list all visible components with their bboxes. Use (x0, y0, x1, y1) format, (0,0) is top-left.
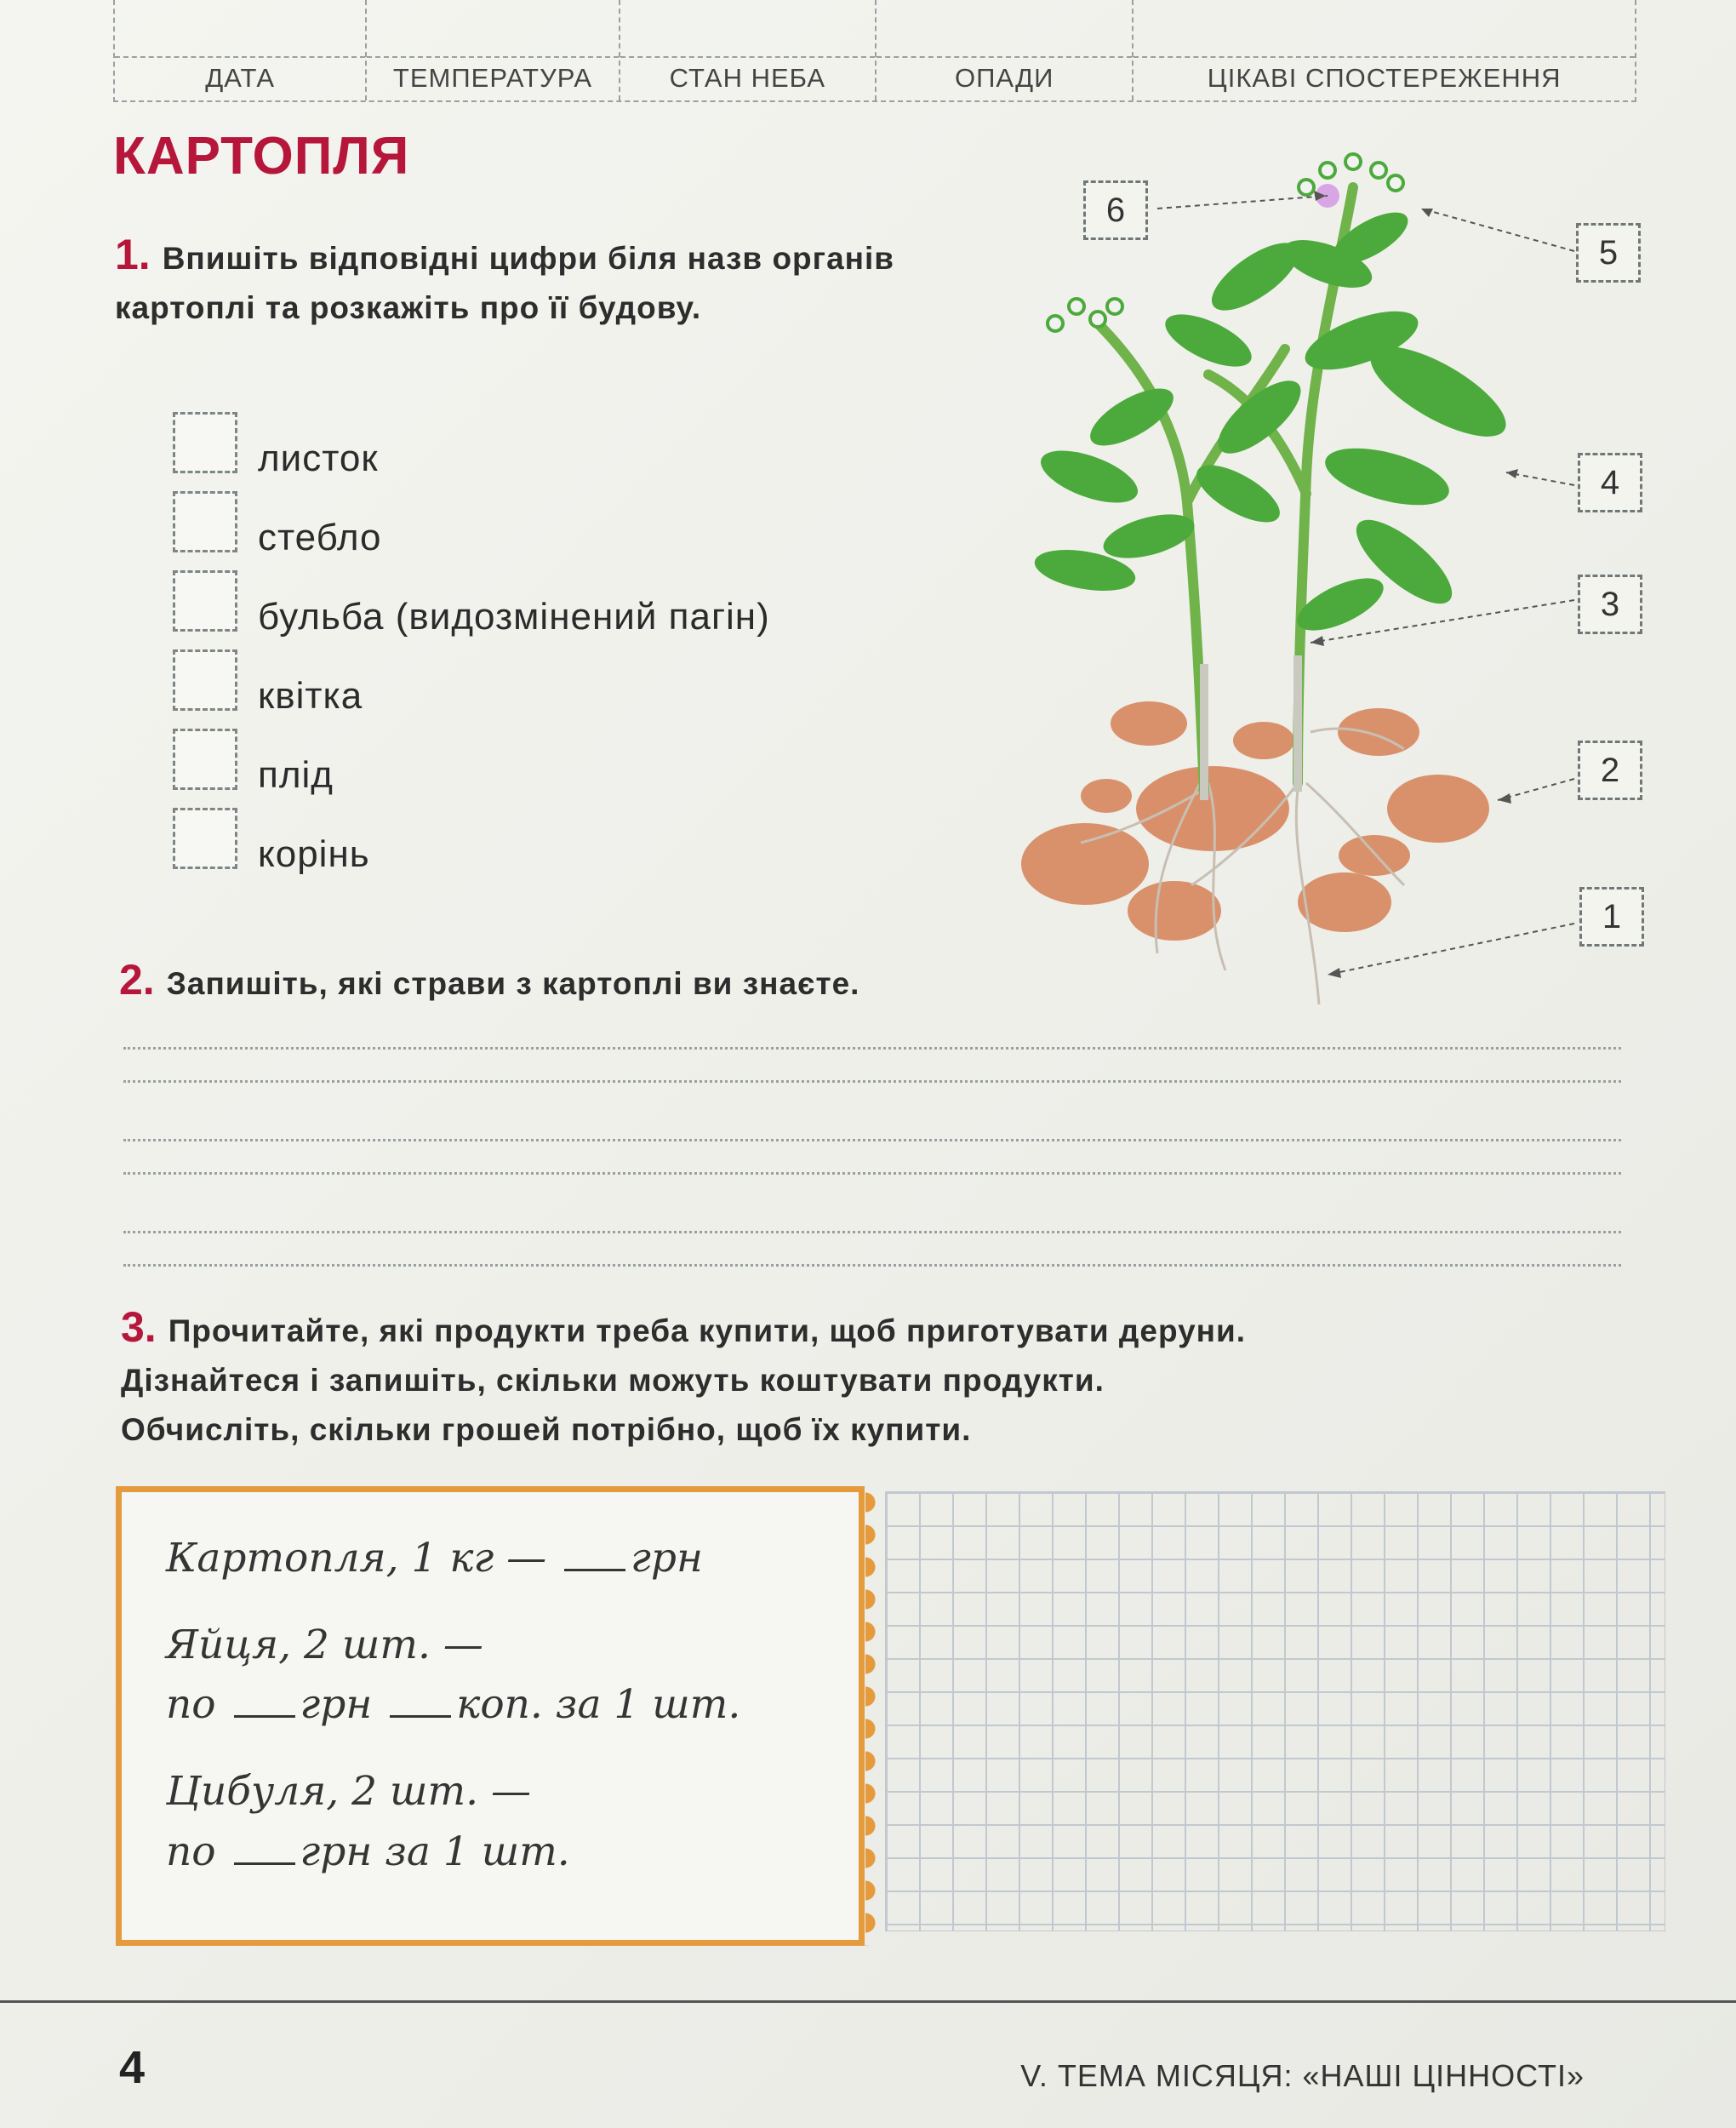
task-2 (119, 955, 1055, 1009)
product-eggs-price (166, 1681, 740, 1728)
price-blank[interactable] (564, 1569, 625, 1571)
column-header: СТАН НЕБА (669, 63, 826, 93)
product-eggs (166, 1622, 483, 1668)
product-text: по (166, 1828, 216, 1875)
task-text: Впишіть відповідні цифри біля назв органів картоплі та розкажіть про її будову. (115, 241, 895, 325)
answer-line[interactable] (123, 1047, 1621, 1050)
price-blank[interactable] (234, 1862, 295, 1865)
shopping-list-card (116, 1486, 865, 1946)
answer-box[interactable] (173, 412, 237, 473)
answer-box[interactable] (173, 729, 237, 790)
diagram-label-3: 3 (1578, 575, 1642, 634)
product-text: Картопля, 1 кг — (166, 1535, 547, 1582)
organ-label: листок (258, 438, 379, 479)
footer-section-title: V. ТЕМА МІСЯЦЯ: «НАШІ ЦІННОСТІ» (1020, 2058, 1585, 2093)
organ-label: корінь (258, 833, 370, 875)
answer-lines[interactable] (123, 1038, 1621, 1267)
task-text: Запишіть, які страви з картоплі ви знаєте. (166, 966, 860, 1001)
organ-label: бульба (видозмінений пагін) (258, 596, 770, 638)
task-1 (115, 230, 966, 333)
task-number: 3. (121, 1303, 157, 1351)
diagram-label-6: 6 (1083, 180, 1148, 240)
weather-observation-table (113, 0, 1636, 102)
page-title: КАРТОПЛЯ (113, 127, 410, 186)
answer-line[interactable] (123, 1172, 1621, 1175)
answer-box[interactable] (173, 649, 237, 711)
column-header: ДАТА (205, 63, 276, 93)
column-header: ТЕМПЕРАТУРА (392, 63, 593, 93)
scalloped-edge (865, 1486, 884, 1946)
organ-label: стебло (258, 517, 382, 558)
answer-line[interactable] (123, 1080, 1621, 1083)
product-onion-price (166, 1828, 570, 1875)
answer-line[interactable] (123, 1231, 1621, 1233)
product-text: Яйця, 2 шт. — (166, 1622, 483, 1668)
task-number: 1. (115, 231, 151, 278)
product-onion (166, 1768, 531, 1815)
diagram-label-2: 2 (1578, 741, 1642, 800)
footer-divider (0, 2000, 1736, 2003)
column-header: ОПАДИ (954, 63, 1054, 93)
diagram-label-5: 5 (1576, 223, 1641, 283)
column-header: ЦІКАВІ СПОСТЕРЕЖЕННЯ (1207, 63, 1562, 93)
product-text: по (166, 1681, 216, 1728)
task-3 (121, 1302, 1482, 1455)
table-column-temperature (367, 0, 620, 100)
table-column-observations (1134, 0, 1635, 100)
unit-text: коп. за 1 шт. (456, 1681, 741, 1728)
task-text-line: Обчисліть, скільки грошей потрібно, щоб їх купити. (121, 1412, 972, 1447)
page-number: 4 (119, 2042, 146, 2093)
answer-box[interactable] (173, 491, 237, 552)
leaves (1031, 203, 1518, 642)
table-column-sky (620, 0, 877, 100)
unit-text: грн (631, 1535, 703, 1582)
diagram-label-1: 1 (1579, 887, 1644, 947)
tubers (1021, 701, 1489, 941)
table-column-precipitation (877, 0, 1134, 100)
organ-label: плід (258, 754, 334, 796)
answer-line[interactable] (123, 1264, 1621, 1267)
calculation-grid[interactable] (885, 1491, 1665, 1931)
product-text: Цибуля, 2 шт. — (166, 1768, 531, 1815)
unit-text: грн за 1 шт. (300, 1828, 570, 1875)
unit-text: грн (300, 1681, 373, 1728)
task-text-line: Прочитайте, які продукти треба купити, щоб приготувати деруни. (168, 1313, 1247, 1348)
diagram-label-4: 4 (1578, 453, 1642, 512)
answer-box[interactable] (173, 808, 237, 869)
price-blank[interactable] (234, 1715, 295, 1718)
task-number: 2. (119, 956, 155, 1004)
table-column-date (115, 0, 367, 100)
potato-plant-diagram (1004, 136, 1685, 1038)
price-blank[interactable] (390, 1715, 451, 1718)
answer-box[interactable] (173, 570, 237, 632)
answer-line[interactable] (123, 1139, 1621, 1141)
organ-label: квітка (258, 675, 363, 717)
product-potato (166, 1535, 703, 1582)
task-text-line: Дізнайтеся і запишіть, скільки можуть коштувати продукти. (121, 1363, 1105, 1398)
